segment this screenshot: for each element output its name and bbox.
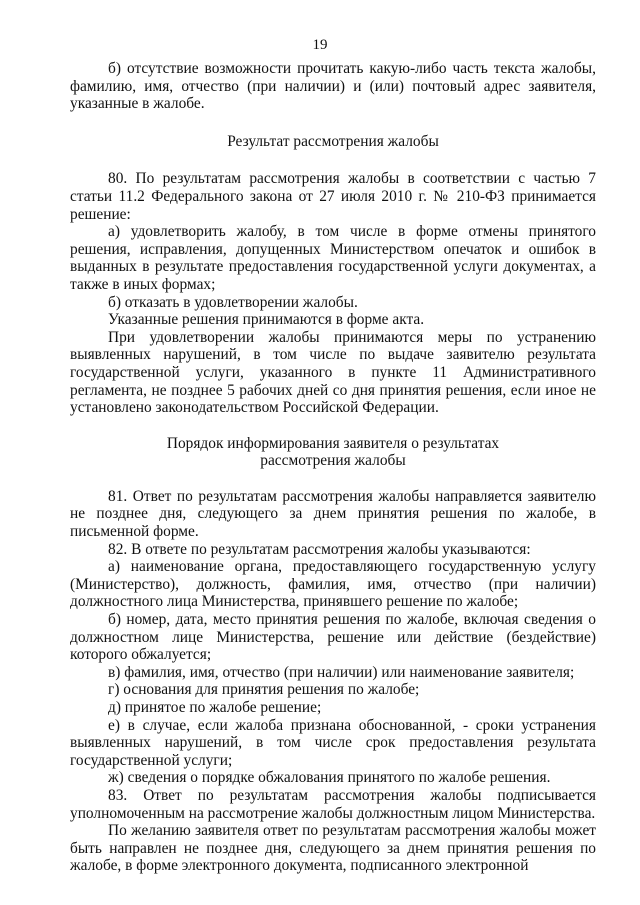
paragraph-82-zh: ж) сведения о порядке обжалования принятого по жалобе решения.	[108, 769, 551, 787]
section-heading-informing-line1: Порядок информирования заявителя о результатах	[166, 434, 500, 452]
paragraph-82-a: а) наименование органа, предоставляющего государственную услугу (Министерство), должность, фамилия, имя, отчество (при наличии) должностного лица Министерства, принявшего решение по жалобе;	[70, 558, 596, 611]
paragraph-82-b: б) номер, дата, место принятия решения по жалобе, включая сведения о должностном лице Министерства, решение или действие (бездействие) которого обжалуется;	[70, 611, 596, 664]
paragraph-80-measures: При удовлетворении жалобы принимаются меры по устранению выявленных нарушений, в том числе по выдаче заявителю результата государственной услуги, указанного в пункте 11 Административного регламента, не позднее 5 рабочих дней со дня принятия решения, если иное не установлено законодательством Российской Федерации.	[70, 328, 596, 417]
paragraph-80: 80. По результатам рассмотрения жалобы в соответствии с частью 7 статьи 11.2 Федерального закона от 27 июля 2010 г. № 210-ФЗ принимается решение:	[70, 170, 596, 223]
paragraph-82-v: в) фамилия, имя, отчество (при наличии) или наименование заявителя;	[108, 663, 575, 681]
paragraph-80-act: Указанные решения принимаются в форме акта.	[108, 311, 425, 329]
section-heading-informing-line2: рассмотрения жалобы	[260, 452, 406, 470]
section-heading-result: Результат рассмотрения жалобы	[227, 132, 439, 150]
paragraph-83-electronic: По желанию заявителя ответ по результатам рассмотрения жалобы может быть направлен не позднее дня, следующего за днем принятия решения по жалобе, в форме электронного документа, подписанного электронной	[70, 822, 596, 875]
page-content	[70, 60, 596, 875]
paragraph-82: 82. В ответе по результатам рассмотрения жалобы указываются:	[108, 540, 531, 558]
page-number: 19	[312, 37, 328, 53]
paragraph-80-a: а) удовлетворить жалобу, в том числе в форме отмены принятого решения, исправления, допущенных Министерством опечаток и ошибок в выданных в результате предоставления государственной услуги документах, а также в иных формах;	[70, 223, 596, 293]
paragraph-82-d: д) принятое по жалобе решение;	[108, 699, 322, 716]
paragraph-82-g: г) основания для принятия решения по жалобе;	[108, 681, 420, 699]
paragraph-83: 83. Ответ по результатам рассмотрения жалобы подписывается уполномоченным на рассмотрение жалобы должностным лицом Министерства.	[70, 786, 596, 822]
paragraph-b-no-text: б) отсутствие возможности прочитать какую-либо часть текста жалобы, фамилию, имя, отчество (при наличии) и (или) почтовый адрес заявителя, указанные в жалобе.	[70, 60, 596, 113]
paragraph-82-e: е) в случае, если жалоба признана обоснованной, - сроки устранения выявленных нарушений, в том числе срок предоставления результата государственной услуги;	[70, 716, 596, 769]
paragraph-81: 81. Ответ по результатам рассмотрения жалобы направляется заявителю не позднее дня, следующего за днем принятия решения по жалобе, в письменной форме.	[70, 487, 596, 541]
paragraph-80-b: б) отказать в удовлетворении жалобы.	[108, 293, 358, 311]
